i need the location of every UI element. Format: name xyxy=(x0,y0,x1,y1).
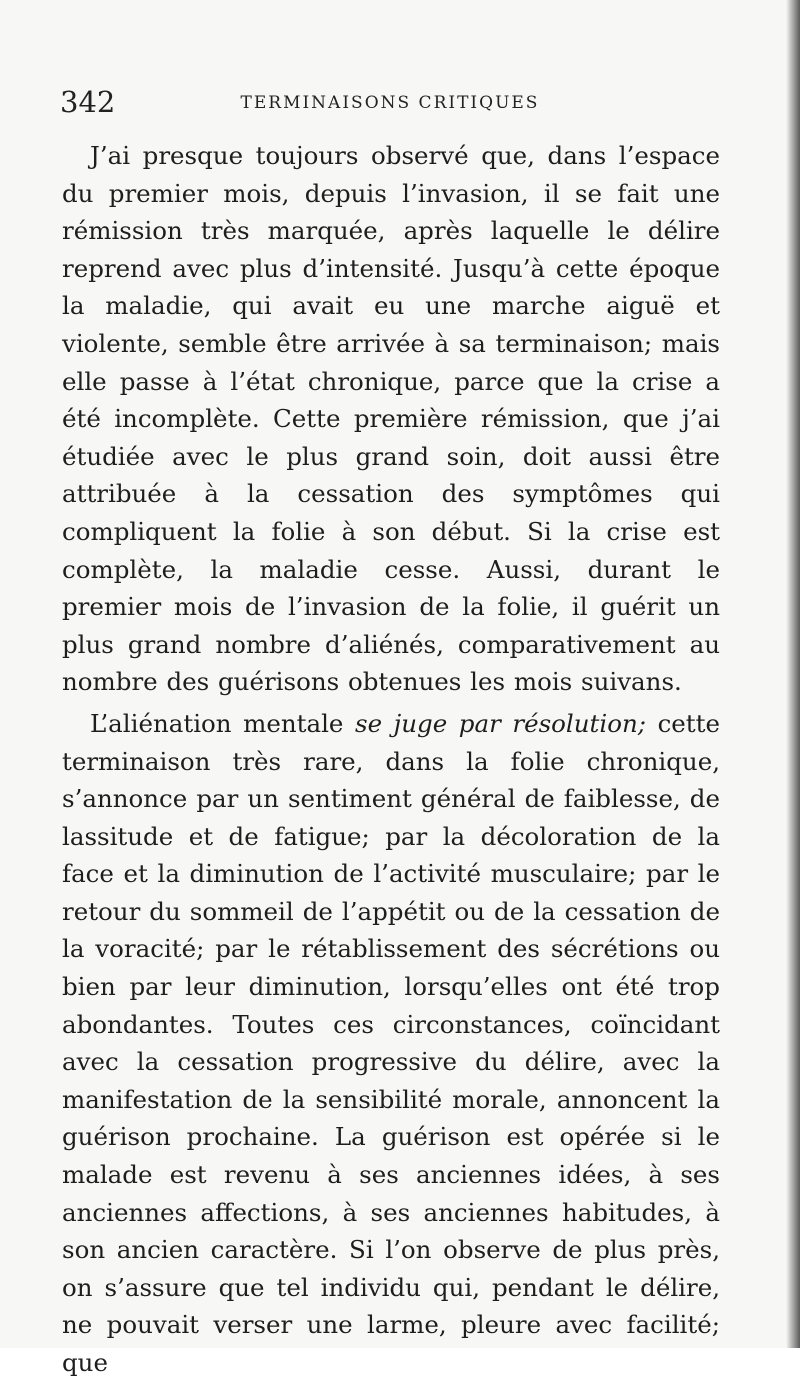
paragraph-2-rest: cette terminaison très rare, dans la folie chronique, s’annonce par un sentiment général de faiblesse, de lassitude et de fatigue; par la décoloration de la face et la diminution de l’activité musculaire; par le retour du sommeil de l’appétit ou de la cessation de la voracité; par le rétablissement des sécrétions ou bien par leur diminution, lorsqu’elles ont été trop abondantes. Toutes ces circonstances, coïncidant avec la cessation progressive du délire, avec la manifestation de la sensibilité morale, annoncent la guérison prochaine. La guérison est opérée si le malade est revenu à ses anciennes idées, à ses anciennes affections, à ses anciennes habitudes, à son ancien caractère. Si l’on observe de plus près, on s’assure que tel individu qui, pendant le délire, ne pouvait verser une larme, pleure avec facilité; que xyxy=(62,708,720,1377)
paragraph-2-emphasis: se juge par résolution; xyxy=(355,708,646,738)
page-header xyxy=(60,82,720,122)
paragraph-1: J’ai presque toujours observé que, dans l’espace du premier mois, depuis l’invasion, il se fait une rémission très marquée, après laquelle le délire reprend avec plus d’intensité. Jusqu’à cette époque la maladie, qui avait eu une marche aiguë et violente, semble être arrivée à sa terminaison; mais elle passe à l’état chronique, parce que la crise a été incomplète. Cette première rémission, que j’ai étudiée avec le plus grand soin, doit aussi être attribuée à la cessation des symptômes qui compliquent la folie à son début. Si la crise est complète, la maladie cesse. Aussi, durant le premier mois de l’invasion de la folie, il guérit un plus grand nombre d’aliénés, comparativement au nombre des guérisons obtenues les mois suivans. xyxy=(62,141,720,697)
page-number: 342 xyxy=(60,85,116,119)
body-text xyxy=(62,137,720,1386)
paragraph-2 xyxy=(62,705,720,1382)
page-edge-shadow xyxy=(786,0,800,1348)
paragraph-2-lead: L’aliénation mentale xyxy=(90,708,356,738)
running-title: TERMINAISONS CRITIQUES xyxy=(240,93,540,113)
